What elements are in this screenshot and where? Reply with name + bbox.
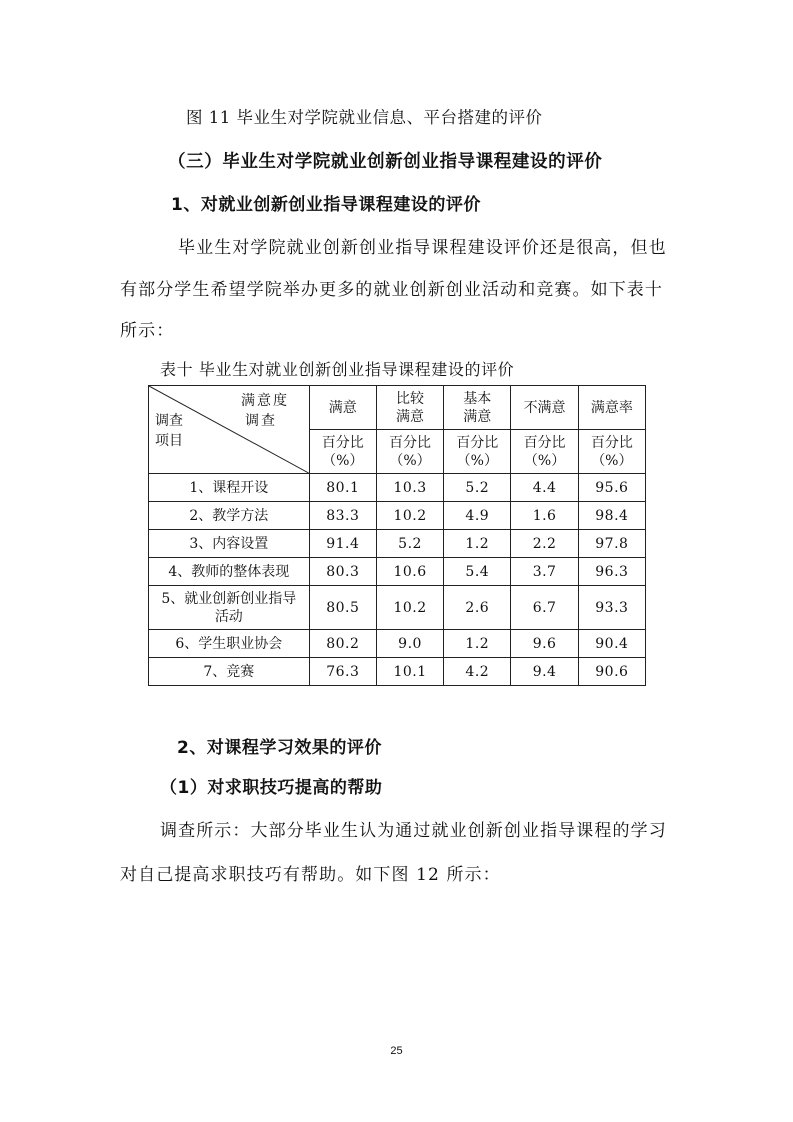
table-row bbox=[149, 474, 646, 502]
row-item-label: 1、课程开设 bbox=[149, 474, 310, 502]
cell-value: 1.2 bbox=[444, 530, 511, 558]
header-cell: 满意 bbox=[309, 386, 376, 430]
cell-value: 80.2 bbox=[309, 630, 376, 658]
unit-cell: 百分比 （%） bbox=[444, 430, 511, 474]
paragraph-line: 所示： bbox=[120, 321, 175, 341]
cell-value: 10.1 bbox=[376, 658, 443, 686]
cell-value: 96.3 bbox=[578, 558, 645, 586]
page-number: 25 bbox=[390, 1045, 403, 1057]
header-cell: 比较 满意 bbox=[376, 386, 443, 430]
header-cell: 基本 满意 bbox=[444, 386, 511, 430]
section-heading: （三）毕业生对学院就业创新创业指导课程建设的评价 bbox=[168, 152, 603, 172]
cell-value: 4.2 bbox=[444, 658, 511, 686]
subsection-heading-1: 1、对就业创新创业指导课程建设的评价 bbox=[171, 195, 481, 215]
cell-value: 5.2 bbox=[376, 530, 443, 558]
cell-value: 10.6 bbox=[376, 558, 443, 586]
cell-value: 80.3 bbox=[309, 558, 376, 586]
cell-value: 93.3 bbox=[578, 586, 645, 630]
table-row bbox=[149, 502, 646, 530]
paragraph-line: 调查所示：大部分毕业生认为通过就业创新创业指导课程的学习 bbox=[160, 821, 667, 841]
cell-value: 95.6 bbox=[578, 474, 645, 502]
cell-value: 10.2 bbox=[376, 502, 443, 530]
cell-value: 83.3 bbox=[309, 502, 376, 530]
cell-value: 97.8 bbox=[578, 530, 645, 558]
unit-cell: 百分比 （%） bbox=[376, 430, 443, 474]
paragraph-line: 对自己提高求职技巧有帮助。如下图 12 所示： bbox=[120, 865, 501, 885]
cell-value: 9.6 bbox=[511, 630, 578, 658]
cell-value: 91.4 bbox=[309, 530, 376, 558]
corner-label-satisfaction: 满意度 bbox=[241, 393, 289, 409]
table-row bbox=[149, 658, 646, 686]
cell-value: 6.7 bbox=[511, 586, 578, 630]
cell-value: 10.2 bbox=[376, 586, 443, 630]
row-item-label: 6、学生职业协会 bbox=[149, 630, 310, 658]
table-row bbox=[149, 630, 646, 658]
cell-value: 3.7 bbox=[511, 558, 578, 586]
cell-value: 98.4 bbox=[578, 502, 645, 530]
table-row bbox=[149, 586, 646, 630]
unit-cell: 百分比 （%） bbox=[578, 430, 645, 474]
table-corner-cell bbox=[149, 386, 310, 474]
cell-value: 10.3 bbox=[376, 474, 443, 502]
cell-value: 1.2 bbox=[444, 630, 511, 658]
header-cell: 满意率 bbox=[578, 386, 645, 430]
corner-label-survey: 调查 bbox=[245, 413, 277, 429]
cell-value: 90.6 bbox=[578, 658, 645, 686]
cell-value: 1.6 bbox=[511, 502, 578, 530]
cell-value: 76.3 bbox=[309, 658, 376, 686]
cell-value: 80.1 bbox=[309, 474, 376, 502]
row-item-label: 2、教学方法 bbox=[149, 502, 310, 530]
unit-cell: 百分比 （%） bbox=[309, 430, 376, 474]
cell-value: 80.5 bbox=[309, 586, 376, 630]
paragraph-line: 毕业生对学院就业创新创业指导课程建设评价还是很高，但也 bbox=[178, 238, 667, 258]
header-cell: 不满意 bbox=[511, 386, 578, 430]
corner-label-survey-left: 调查 bbox=[155, 413, 183, 429]
cell-value: 9.4 bbox=[511, 658, 578, 686]
row-item-label: 7、竞赛 bbox=[149, 658, 310, 686]
table-row bbox=[149, 530, 646, 558]
subsection-heading-2: 2、对课程学习效果的评价 bbox=[177, 738, 382, 758]
cell-value: 5.2 bbox=[444, 474, 511, 502]
paragraph-line: 有部分学生希望学院举办更多的就业创新创业活动和竞赛。如下表十 bbox=[120, 280, 663, 300]
cell-value: 2.6 bbox=[444, 586, 511, 630]
table-caption: 表十 毕业生对就业创新创业指导课程建设的评价 bbox=[160, 360, 515, 379]
evaluation-table bbox=[148, 385, 646, 686]
table-header-row bbox=[149, 386, 646, 430]
unit-cell: 百分比 （%） bbox=[511, 430, 578, 474]
cell-value: 2.2 bbox=[511, 530, 578, 558]
cell-value: 9.0 bbox=[376, 630, 443, 658]
cell-value: 4.9 bbox=[444, 502, 511, 530]
cell-value: 90.4 bbox=[578, 630, 645, 658]
row-item-label: 4、教师的整体表现 bbox=[149, 558, 310, 586]
corner-label-item: 项目 bbox=[155, 433, 183, 449]
figure-caption: 图 11 毕业生对学院就业信息、平台搭建的评价 bbox=[186, 108, 543, 127]
subsection-heading-3: （1）对求职技巧提高的帮助 bbox=[160, 778, 383, 798]
table-row bbox=[149, 558, 646, 586]
cell-value: 5.4 bbox=[444, 558, 511, 586]
cell-value: 4.4 bbox=[511, 474, 578, 502]
row-item-label: 3、内容设置 bbox=[149, 530, 310, 558]
row-item-label: 5、就业创新创业指导 活动 bbox=[149, 586, 310, 630]
